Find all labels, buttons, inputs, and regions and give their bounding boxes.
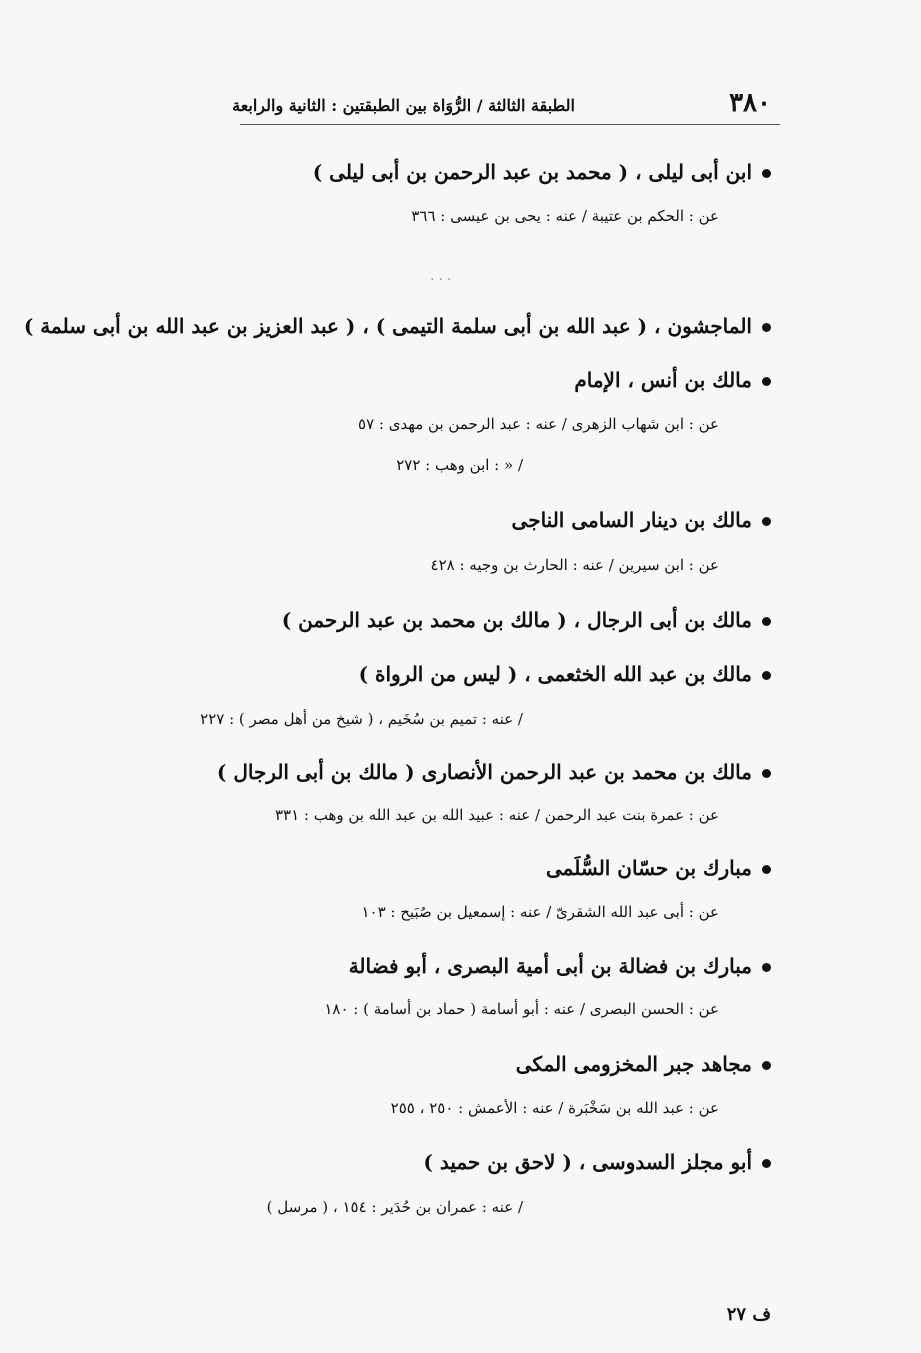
entry-line: / عنه : تميم بن سُخَيم ، ( شيخ من أهل مصر ) : ٢٢٧ — [200, 710, 523, 728]
entry-line: عن : الحسن البصرى / عنه : أبو أسامة ( حماد بن أسامة ) : ١٨٠ — [324, 1000, 719, 1018]
bullet-icon — [762, 1061, 771, 1070]
entry-heading: الماجشون ، ( عبد الله بن أبى سلمة التيمى ) ، ( عبد العزيز بن عبد الله بن أبى سلمة ) — [24, 314, 771, 338]
entry-heading: مالك بن أنس ، الإمام — [574, 368, 771, 392]
section-separator: ... — [430, 268, 456, 284]
entry-heading: مالك بن أبى الرجال ، ( مالك بن محمد بن عبد الرحمن ) — [282, 608, 771, 632]
bullet-icon — [762, 169, 771, 178]
entry-heading: مجاهد جبر المخزومى المكى — [516, 1052, 771, 1076]
entry-line: عن : عبد الله بن سَخْبَرة / عنه : الأعمش : ٢٥٠ ، ٢٥٥ — [390, 1099, 719, 1117]
bullet-icon — [762, 1159, 771, 1168]
entry-heading: مالك بن محمد بن عبد الرحمن الأنصارى ( مالك بن أبى الرجال ) — [217, 760, 771, 784]
entry-heading: مالك بن دينار السامى الناجى — [512, 508, 771, 532]
entry-line: / « : ابن وهب : ٢٧٢ — [396, 456, 523, 474]
bullet-icon — [762, 617, 771, 626]
signature-mark: ف ٢٧ — [726, 1304, 771, 1325]
bullet-icon — [762, 769, 771, 778]
bullet-icon — [762, 323, 771, 332]
bullet-icon — [762, 377, 771, 386]
entry-line: عن : الحكم بن عتيبة / عنه : يحى بن عيسى : ٣٦٦ — [411, 207, 719, 225]
running-header: الطبقة الثالثة / الرُّوَاة بين الطبقتين : الثانية والرابعة — [232, 96, 575, 115]
entry-line: عن : ابن سيرين / عنه : الحارث بن وجيه : ٤٢٨ — [430, 556, 719, 574]
entry-heading: مالك بن عبد الله الخثعمى ، ( ليس من الرواة ) — [359, 662, 771, 686]
entry-heading: مبارك بن حسّان السُّلَمى — [546, 856, 771, 880]
entry-line: عن : أبى عبد الله الشقرىّ / عنه : إسمعيل بن صُبَيح : ١٠٣ — [361, 903, 719, 921]
entry-heading: مبارك بن فضالة بن أبى أمية البصرى ، أبو فضالة — [349, 954, 771, 978]
bullet-icon — [762, 865, 771, 874]
page-number: ٣٨٠ — [729, 88, 771, 118]
bullet-icon — [762, 517, 771, 526]
header-rule — [240, 124, 780, 125]
bullet-icon — [762, 671, 771, 680]
entry-heading: أبو مجلز السدوسى ، ( لاحق بن حميد ) — [423, 1150, 771, 1174]
entry-line: عن : ابن شهاب الزهرى / عنه : عبد الرحمن بن مهدى : ٥٧ — [358, 415, 719, 433]
entry-line: / عنه : عمران بن حُدَير : ١٥٤ ، ( مرسل ) — [266, 1198, 523, 1216]
entry-line: عن : عمرة بنت عبد الرحمن / عنه : عبيد الله بن عبد الله بن وهب : ٣٣١ — [274, 806, 719, 824]
entry-heading: ابن أبى ليلى ، ( محمد بن عبد الرحمن بن أبى ليلى ) — [313, 160, 771, 184]
bullet-icon — [762, 963, 771, 972]
